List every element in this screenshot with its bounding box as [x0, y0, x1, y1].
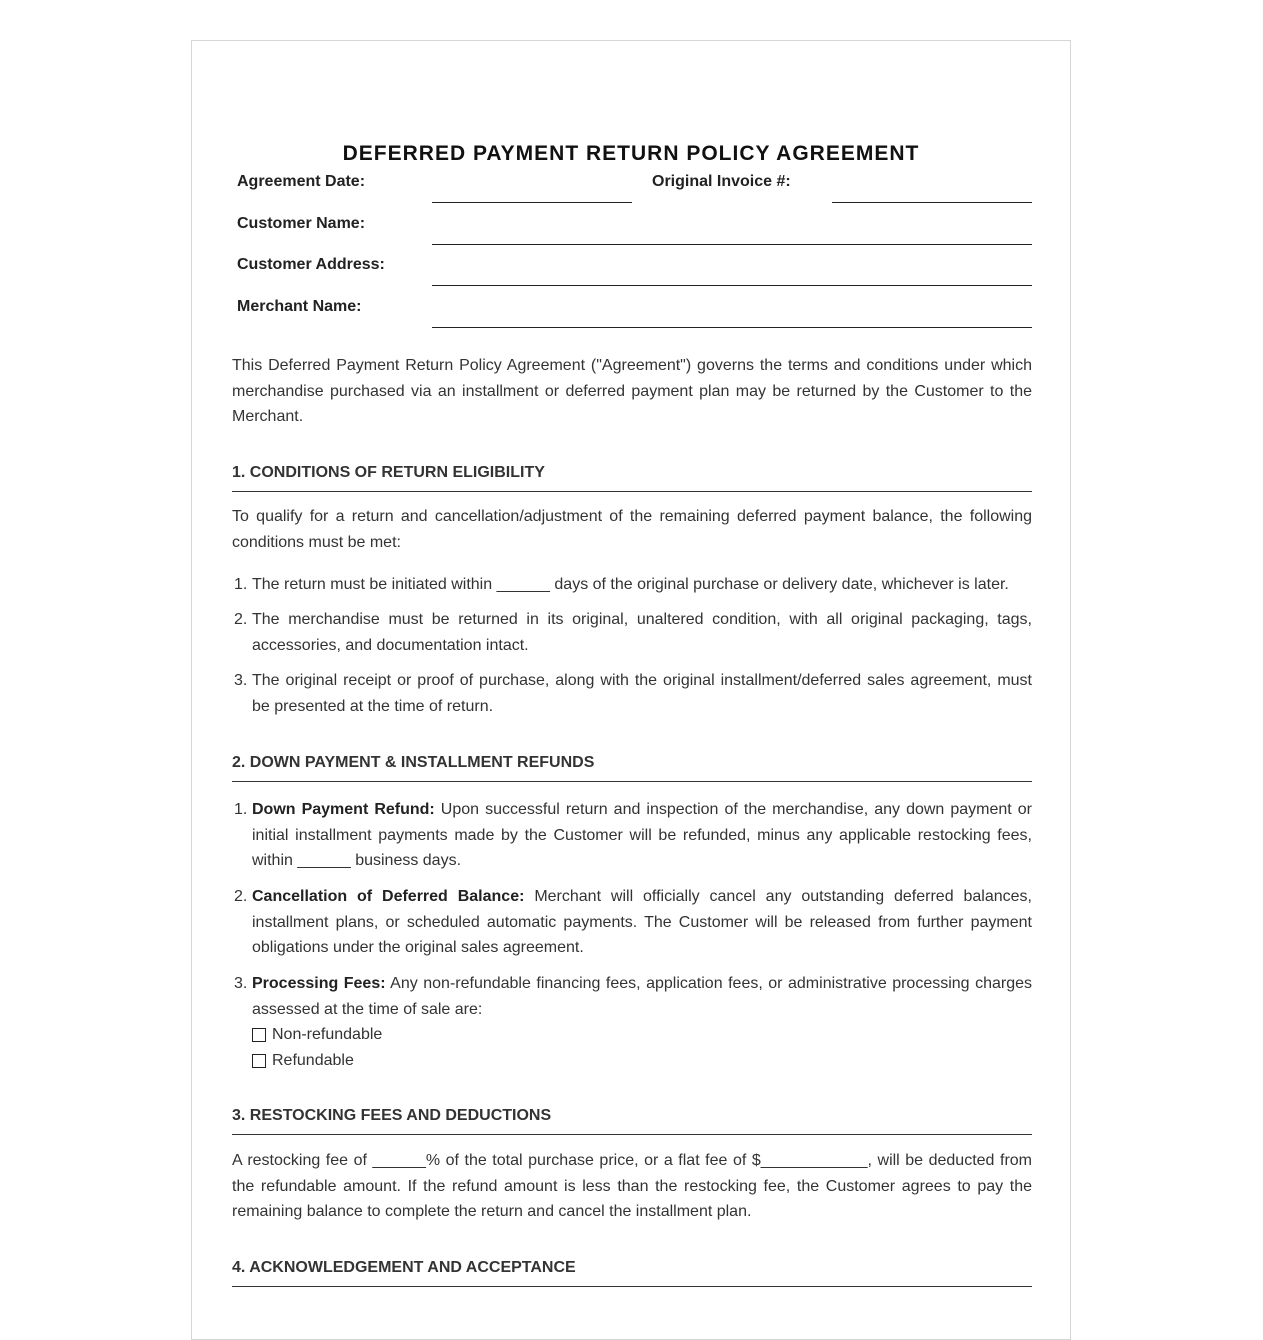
checkbox[interactable]	[252, 1028, 266, 1042]
option-label: Refundable	[272, 1051, 354, 1069]
customer-address-label: Customer Address:	[237, 256, 385, 273]
option-refundable[interactable]	[252, 1048, 1032, 1074]
document-title: DEFERRED PAYMENT RETURN POLICY AGREEMENT	[342, 142, 920, 165]
section-4-heading: 4. ACKNOWLEDGEMENT AND ACCEPTANCE	[232, 1259, 1032, 1287]
item-lead: Cancellation of Deferred Balance:	[252, 888, 525, 905]
original-invoice-label: Original Invoice #:	[652, 173, 791, 190]
agreement-date-field[interactable]	[432, 202, 632, 203]
section-1-intro: To qualify for a return and cancellation/adjustment of the remaining deferred payment balance, the following conditions must be met:	[232, 508, 1032, 551]
intro-paragraph: This Deferred Payment Return Policy Agreement ("Agreement") governs the terms and conditions under which merchandise purchased via an installment or deferred payment plan may be returned by the Customer to the Merchant.	[232, 357, 1032, 426]
agreement-date-label: Agreement Date:	[237, 173, 366, 190]
section-1-item-3	[232, 668, 1032, 719]
list-number: 2.	[234, 888, 248, 905]
section-2-item-3	[232, 971, 1032, 1073]
list-number: 1.	[234, 801, 248, 818]
merchant-name-label: Merchant Name:	[237, 298, 362, 315]
section-2-heading: 2. DOWN PAYMENT & INSTALLMENT REFUNDS	[232, 754, 1032, 782]
item-lead: Down Payment Refund:	[252, 801, 435, 818]
option-non-refundable[interactable]	[252, 1022, 1032, 1048]
list-number: 3.	[234, 672, 248, 689]
list-number: 3.	[234, 975, 248, 992]
section-1-item-1	[232, 572, 1032, 598]
document-page	[191, 40, 1071, 1340]
item-lead: Processing Fees:	[252, 975, 386, 992]
merchant-name-field[interactable]	[432, 327, 1032, 328]
list-item-text: The merchandise must be returned in its original, unaltered condition, with all original packaging, tags, accessories, and documentation intact.	[252, 611, 1032, 654]
list-item-text: The return must be initiated within ______ days of the original purchase or delivery date, whichever is later.	[252, 576, 1009, 593]
section-3-heading: 3. RESTOCKING FEES AND DEDUCTIONS	[232, 1107, 1032, 1135]
list-number: 1.	[234, 576, 248, 593]
option-label: Non-refundable	[272, 1026, 383, 1044]
customer-name-field[interactable]	[432, 244, 1032, 245]
section-1-item-2	[232, 607, 1032, 658]
customer-name-label: Customer Name:	[237, 215, 366, 232]
customer-address-field[interactable]	[432, 285, 1032, 286]
section-2-item-1	[232, 797, 1032, 874]
section-3-text: A restocking fee of ______% of the total purchase price, or a flat fee of $____________, will be deducted from the refundable amount. If the refund amount is less than the restocking fee, the Customer agrees to pay the remaining balance to complete the return and cancel the installment plan.	[232, 1152, 1032, 1221]
section-1-heading: 1. CONDITIONS OF RETURN ELIGIBILITY	[232, 464, 1032, 492]
checkbox[interactable]	[252, 1054, 266, 1068]
original-invoice-field[interactable]	[832, 202, 1032, 203]
list-item-text: The original receipt or proof of purchase, along with the original installment/deferred sales agreement, must be presented at the time of return.	[252, 672, 1032, 715]
list-number: 2.	[234, 611, 248, 628]
section-2-item-2	[232, 884, 1032, 961]
item-body: Any non-refundable financing fees, application fees, or administrative processing charges assessed at the time of sale are:	[252, 975, 1033, 1018]
item-body: Upon successful return and inspection of the merchandise, any down payment or initial installment payments made by the Customer will be refunded, minus any applicable restocking fees, within ______ business days.	[252, 801, 1033, 870]
item-body: Merchant will officially cancel any outstanding deferred balances, installment plans, or scheduled automatic payments. The Customer will be released from further payment obligations under the original sales agreement.	[252, 888, 1032, 957]
